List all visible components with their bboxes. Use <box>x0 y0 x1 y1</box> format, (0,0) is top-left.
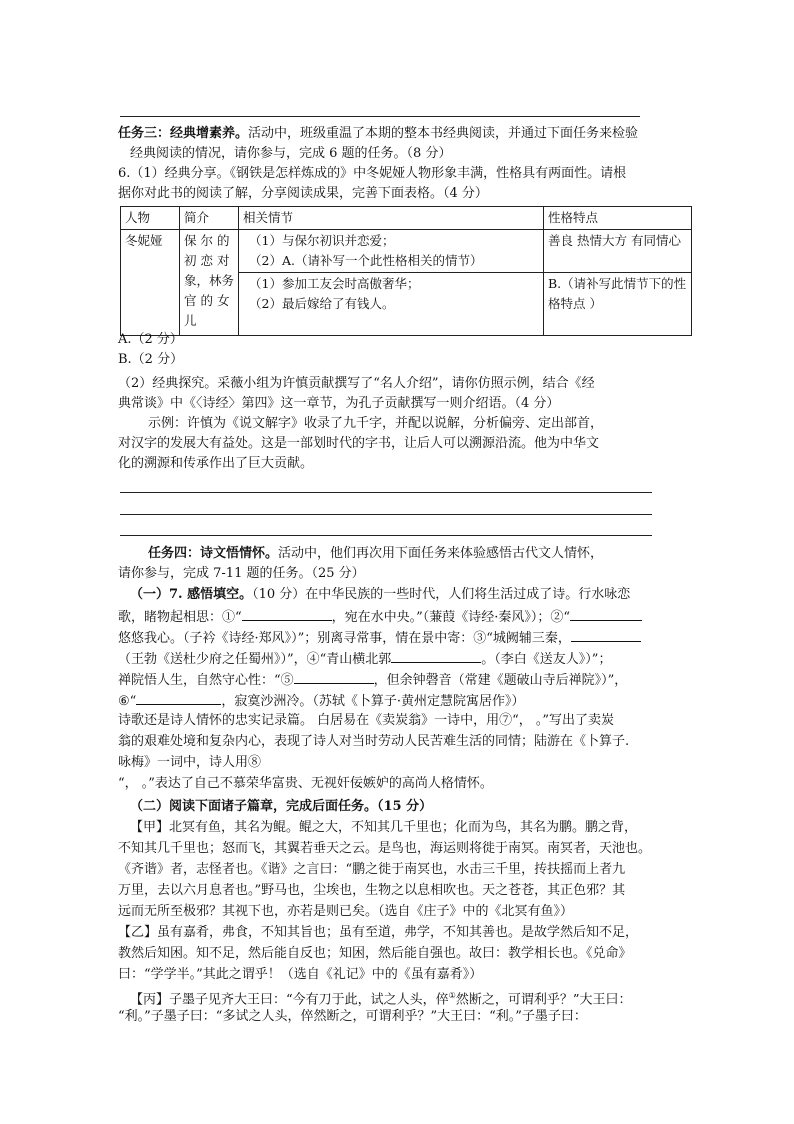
jia-line5: 远而无所至极邪？其视下也，亦若是则已矣。（选自《庄子》中的《北冥有鱼》） <box>118 904 574 919</box>
intro-line: 保 尔 的 <box>184 233 230 248</box>
header-intro: 简介 <box>180 207 239 230</box>
task3-intro1: 活动中，班级重温了本期的整本书经典阅读，并通过下面任务来检验 <box>248 126 639 141</box>
example-line2: 对汉字的发展大有益处。这是一部划时代的字书，让后人可以溯源沿流。他为中华文 <box>118 436 600 451</box>
s1-text: （10 分）在中华民族的一些时代，人们将生活过成了诗。行水咏恋 <box>252 587 631 602</box>
cell-plot-b <box>239 273 544 336</box>
yi-line2: 教然后知困。知不足，然后能自反也；知困，然后能自强也。故曰：教学相长也。《兑命》 <box>118 946 632 961</box>
s1-line7: 诗歌还是诗人情怀的忠实记录篇。 白居易在《卖炭翁》一诗中，用⑦“， 。”写出了卖炭 <box>118 713 615 728</box>
s2-title: （二）阅读下面诸子篇章，完成后面任务。（15 分） <box>130 799 433 814</box>
task4-intro2: 请你参与，完成 7-11 题的任务。（25 分） <box>118 566 365 581</box>
jia-line2: 不知其几千里也；怒而飞，其翼若垂天之云。是鸟也，海运则将徙于南冥。南冥者，天池也。 <box>118 841 652 856</box>
s1-line6 <box>118 690 524 712</box>
bing-line1-b: 然断之，可谓利乎？”大王曰： <box>455 992 632 1008</box>
cell-person: 冬妮娅 <box>121 230 180 336</box>
blank-3[interactable] <box>571 627 641 642</box>
task4-intro1: 活动中，他们再次用下面任务来体验感悟古代文人情怀， <box>278 546 604 561</box>
blank-1[interactable] <box>242 606 332 621</box>
s1-line8: 翁的艰难处境和复杂内心，表现了诗人对当时劳动人民苦难生活的同情；陆游在《卜算子. <box>118 734 630 749</box>
s1-line2-a: 歌，睹物起相思：①“ <box>118 610 242 625</box>
footnote-marker: ① <box>448 991 456 1000</box>
jia-line3: 《齐谐》者，志怪者也。《谐》之言曰：“鹏之徙于南冥也，水击三千里，抟扶摇而上者九 <box>118 862 626 877</box>
answer-b: B.（2 分） <box>118 352 184 367</box>
q6-1-line2: 据你对此书的阅读了解，分享阅读成果，完善下面表格。（4 分） <box>118 186 488 201</box>
bing-line1-a: 【丙】子墨子见齐大王曰：“今有刀于此，试之人头，倅 <box>130 992 449 1008</box>
intro-line: 初 恋 对 <box>184 253 230 268</box>
q6-1-line1: 6.（1）经典分享。《钢铁是怎样炼成的》中冬妮娅人物形象丰满，性格具有两面性。请根 <box>118 166 627 181</box>
cell-plot-a <box>239 230 544 273</box>
s1-line1 <box>130 585 630 605</box>
answer-rule-1 <box>120 492 652 493</box>
s1-line5 <box>118 669 627 691</box>
s1-line3 <box>118 627 641 649</box>
task4-title: 任务四：诗文悟情怀。 <box>148 546 279 561</box>
s1-line5-b: ，但余钟磬音（常建《题破山寺后禅院》）”， <box>373 673 628 688</box>
trait-b-line: 格特点 ） <box>548 296 602 311</box>
s1-line5-a: 禅院悟人生，自然守心性：“⑤ <box>118 673 294 688</box>
s1-line4 <box>118 648 611 670</box>
character-table <box>120 206 692 336</box>
jia-line4: 万里，去以六月息者也。”野马也，尘埃也，生物之以息相吹也。天之苍苍，其正色邪？其 <box>118 883 626 898</box>
q6-2-line2: 典常谈》中《〈诗经〉第四》这一章节，为孔子贡献撰写一则介绍语。（4 分） <box>118 396 560 411</box>
plot-a-line: （1）与保尔初识并恋爱； <box>249 233 395 248</box>
table-header-row <box>121 207 692 230</box>
s1-line9: 咏梅》一词中，诗人用⑧ <box>118 755 262 770</box>
yi-line1: 【乙】虽有嘉肴，弗食，不知其旨也；虽有至道，弗学，不知其善也。是故学然后知不足， <box>118 925 639 940</box>
q6-2-line1: （2）经典探究。采薇小组为许慎贡献撰写了“名人介绍”，请你仿照示例，结合《经 <box>118 376 595 391</box>
task3-intro2: 经典阅读的情况，请你参与，完成 6 题的任务。（8 分） <box>130 146 452 161</box>
cell-trait-a: 善良 热情大方 有同情心 <box>544 230 692 273</box>
example-line3: 化的溯源和传承作出了巨大贡献。 <box>118 456 314 471</box>
answer-rule-2 <box>120 514 652 515</box>
s1-line2-b: ，宛在水中央。”（蒹葭《诗经·秦风》）；②“ <box>331 610 571 625</box>
table-row <box>121 230 692 273</box>
task3-title: 任务三：经典增素养。 <box>118 126 249 141</box>
jia-line1: 【甲】北冥有鱼，其名为鲲。鲲之大，不知其几千里也；化而为鸟，其名为鹏。鹏之背， <box>130 820 638 835</box>
intro-line: 官 的 女 <box>184 293 230 308</box>
blank-5[interactable] <box>294 669 374 684</box>
yi-line3: 曰：“学学半。”其此之谓乎！（选自《礼记》中的《虽有嘉肴》） <box>118 967 483 982</box>
cell-intro <box>180 230 239 336</box>
trait-b-line: B.（请补写此情节下的性 <box>548 276 687 291</box>
plot-b-line: （1）参加工友会时高傲奢华； <box>249 276 420 291</box>
s1-line6-a: ⑥“ <box>118 694 137 709</box>
s1-line6-b: ，寂寞沙洲冷。（苏轼《卜算子·黄州定慧院寓居作》） <box>221 694 525 709</box>
header-person: 人物 <box>121 207 180 230</box>
s1-title: （一）7. 感悟填空。 <box>130 587 253 602</box>
blank-4[interactable] <box>391 648 481 663</box>
blank-2[interactable] <box>570 606 642 621</box>
intro-line: 象，林务 <box>184 273 235 288</box>
task3-line1 <box>118 124 638 144</box>
intro-line: 儿 <box>184 313 197 328</box>
plot-a-line: （2）A.（请补写一个此性格相关的情节） <box>249 253 483 268</box>
s1-line10: “， 。”表达了自己不慕荣华富贵、无视奸佞嫉妒的高尚人格情怀。 <box>118 776 493 791</box>
bing-line2: “利。”子墨子曰：“多试之人头，倅然断之，可谓利乎？”大王曰：“利。”子墨子曰： <box>118 1009 587 1024</box>
task4-line1 <box>148 544 603 564</box>
header-trait: 性格特点 <box>544 207 692 230</box>
s1-line4-a: （王勃《送杜少府之任蜀州》）”，④“青山横北郭 <box>118 652 392 667</box>
blank-6[interactable] <box>136 690 221 705</box>
s1-line4-b: 。（李白《送友人》）”； <box>481 652 612 667</box>
plot-b-line: （2）最后嫁给了有钱人。 <box>249 296 395 311</box>
s1-line2 <box>118 606 642 628</box>
header-plot: 相关情节 <box>239 207 544 230</box>
cell-trait-b <box>544 273 692 336</box>
top-rule <box>120 116 640 117</box>
answer-a: A.（2 分） <box>118 332 183 347</box>
example-line1: 示例：许慎为《说文解字》收录了九千字，并配以说解，分析偏旁、定出部首， <box>148 416 604 431</box>
answer-rule-3 <box>120 535 652 536</box>
s1-line3-a: 悠悠我心。（子衿《诗经·郑风》）”；别离寻常事，情在景中寄：③“城阙辅三秦， <box>118 631 571 646</box>
